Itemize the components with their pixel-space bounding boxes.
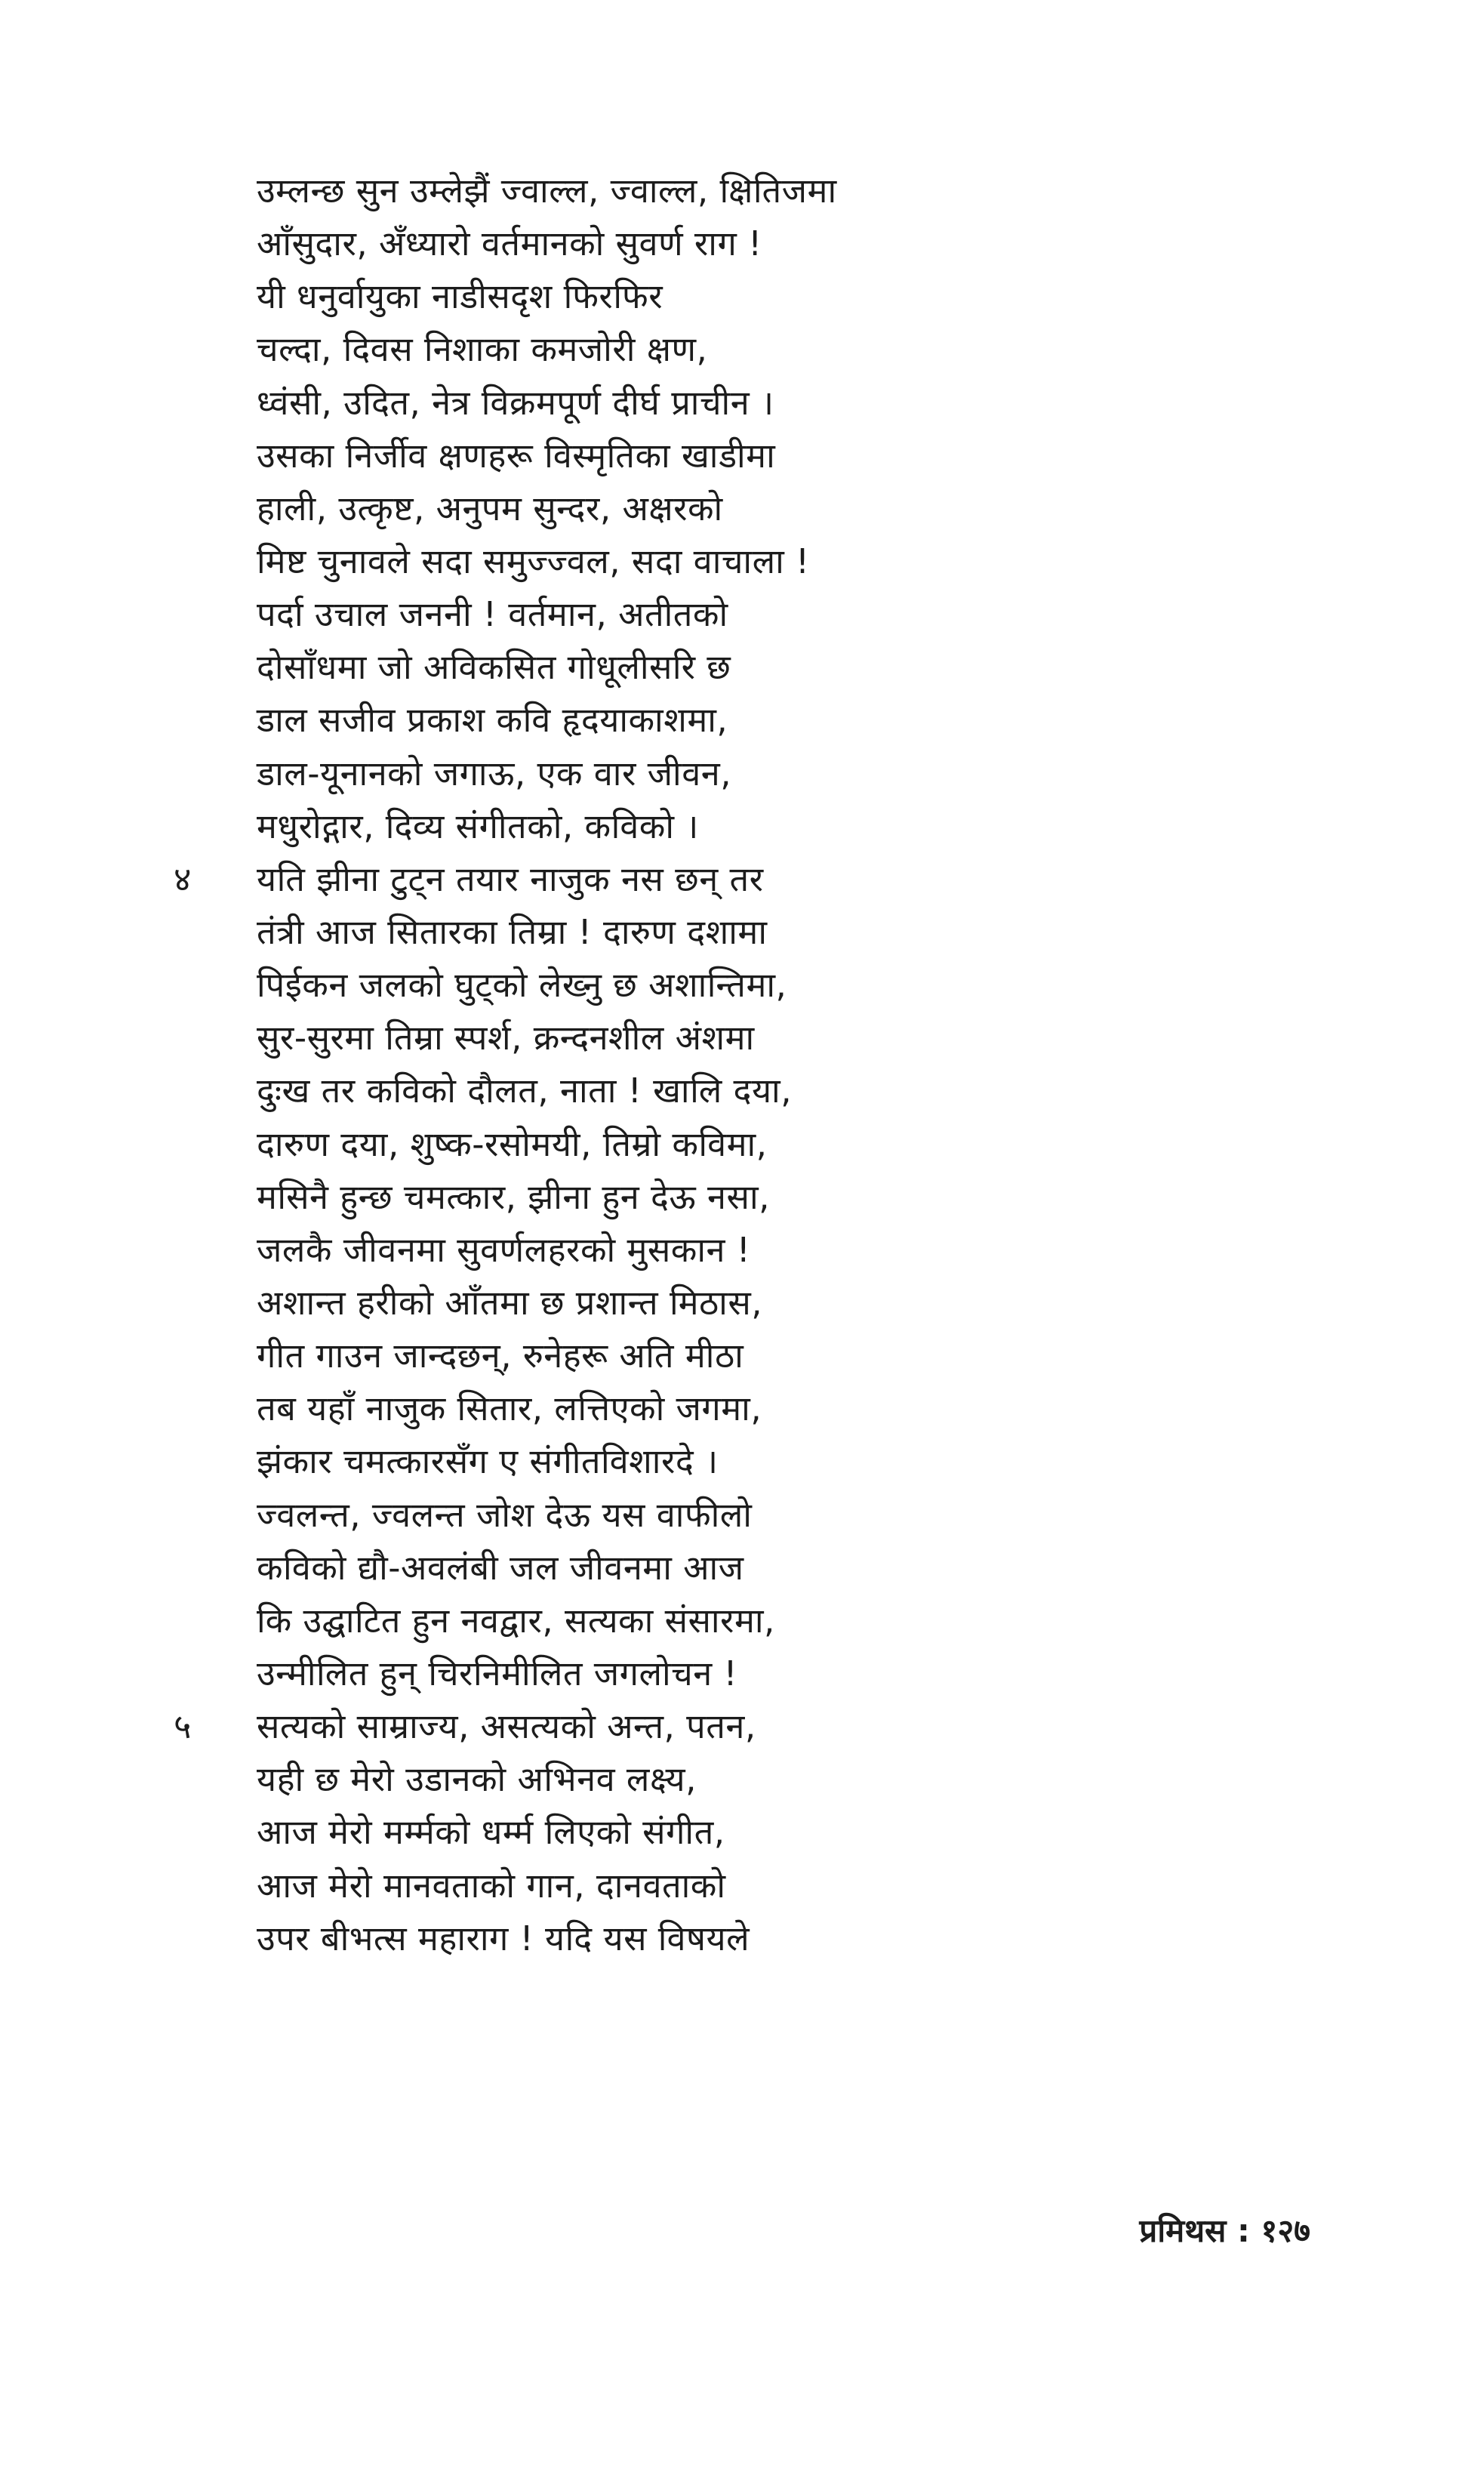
poem-line-text: तंत्री आज सितारका तिम्रा ! दारुण दशामा (257, 911, 768, 952)
poem-line-text: उन्मीलित हुन् चिरनिमीलित जगलोचन ! (257, 1653, 738, 1693)
poem-line-text: दुःख तर कविको दौलत, नाता ! खालि दया, (257, 1071, 793, 1111)
poem-line-text: उपर बीभत्स महाराग ! यदि यस विषयले (257, 1918, 750, 1958)
poem-line (257, 747, 1298, 800)
poem-line (257, 906, 1298, 959)
poem-line (257, 1012, 1298, 1065)
poem-line-text: दारुण दया, शुष्क-रसोमयी, तिम्रो कविमा, (257, 1123, 768, 1164)
poem-line-text: डाल-यूनानको जगाऊ, एक वार जीवन, (257, 753, 731, 794)
poem-line-text: गीत गाउन जान्दछन्, रुनेहरू अति मीठा (257, 1336, 744, 1376)
poem-line (257, 270, 1298, 323)
stanza-number: ५ (174, 1706, 192, 1747)
poem-line-text: यति झीना टुट्न तयार नाजुक नस छन् तर (257, 858, 764, 899)
poem-line-text: हाली, उत्कृष्ट, अनुपम सुन्दर, अक्षरको (257, 488, 723, 529)
poem-line-text: यी धनुर्वायुका नाडीसदृश फिरफिर (257, 276, 663, 317)
poem-line (257, 1382, 1298, 1435)
poem-line (257, 482, 1298, 535)
poem-line-text: आज मेरो मानवताको गान, दानवताको (257, 1865, 726, 1906)
poem-line (257, 1595, 1298, 1647)
poem-line-text: सुर-सुरमा तिम्रा स्पर्श, क्रन्दनशील अंशमा (257, 1018, 755, 1059)
poem-line (257, 1753, 1298, 1806)
poem-line-text: कि उद्घाटित हुन नवद्वार, सत्यका संसारमा, (257, 1600, 775, 1641)
poem-line-text: ज्वलन्त, ज्वलन्त जोश देऊ यस वाफीलो (257, 1494, 753, 1535)
poem-line-text: तब यहाँ नाजुक सितार, लत्तिएको जगमा, (257, 1388, 762, 1429)
poem-line (257, 430, 1298, 482)
poem-line-text: मिष्ट चुनावले सदा समुज्ज्वल, सदा वाचाला ! (257, 541, 810, 581)
poem-line (257, 1065, 1298, 1117)
poem-line-text: अशान्त हरीको आँतमा छ प्रशान्त मिठास, (257, 1282, 763, 1323)
poem-line (257, 588, 1298, 641)
poem-line (257, 1647, 1298, 1700)
stanza-number: ४ (174, 858, 192, 899)
poem-line-text: सत्यको साम्राज्य, असत्यको अन्त, पतन, (257, 1706, 756, 1747)
poem-line (257, 694, 1298, 747)
poem-line (257, 1277, 1298, 1330)
poem-line-text: डाल सजीव प्रकाश कवि हृदयाकाशमा, (257, 700, 728, 741)
poem-line-text: पिईकन जलको घुट्को लेख्नु छ अशान्तिमा, (257, 965, 787, 1006)
poem-line (257, 1860, 1298, 1912)
poem-line (257, 377, 1298, 430)
poem-line (257, 165, 1298, 217)
page-footer (1139, 2208, 1310, 2254)
poem-line (257, 1118, 1298, 1171)
poem-line-text: ध्वंसी, उदित, नेत्र विक्रमपूर्ण दीर्घ प्राचीन । (257, 382, 774, 423)
poem-line-text: जलकै जीवनमा सुवर्णलहरको मुसकान ! (257, 1229, 751, 1270)
poem-line (257, 1330, 1298, 1382)
poem-line (257, 1806, 1298, 1859)
poem-line (257, 1171, 1298, 1224)
running-title-page-number: प्रमिथस : १२७ (1139, 2212, 1310, 2249)
poem-line-text: आँसुदार, अँध्यारो वर्तमानको सुवर्ण राग ! (257, 223, 762, 264)
poem-line (257, 1912, 1298, 1965)
poem-line (174, 853, 1298, 906)
poem-line (257, 800, 1298, 853)
poem-line-text: उसका निर्जीव क्षणहरू विस्मृतिका खाडीमा (257, 435, 776, 476)
poem-line-text: कविको द्यौ-अवलंबी जल जीवनमा आज (257, 1547, 744, 1588)
poem-line (257, 1489, 1298, 1542)
poem-line (257, 641, 1298, 694)
poem-line (257, 959, 1298, 1012)
poem-line-text: चल्दा, दिवस निशाका कमजोरी क्षण, (257, 329, 708, 370)
poem-line-text: यही छ मेरो उडानको अभिनव लक्ष्य, (257, 1759, 697, 1800)
poem-line (257, 535, 1298, 588)
poem-line (257, 217, 1298, 270)
poem-line (174, 1700, 1298, 1753)
poem-line (257, 323, 1298, 376)
poem-text (174, 165, 1298, 1965)
poem-line (257, 1224, 1298, 1277)
poem-line-text: मधुरोद्गार, दिव्य संगीतको, कविको । (257, 806, 699, 846)
poem-line-text: पर्दा उचाल जननी ! वर्तमान, अतीतको (257, 594, 728, 635)
poem-line-text: दोसाँधमा जो अविकसित गोधूलीसरि छ (257, 647, 731, 688)
poem-line-text: आज मेरो मर्म्मको धर्म्म लिएको संगीत, (257, 1812, 725, 1853)
poem-line (257, 1435, 1298, 1488)
poem-line-text: उम्लन्छ सुन उम्लेझैं ज्वाल्ल, ज्वाल्ल, क्षितिजमा (257, 171, 837, 211)
poem-line (257, 1542, 1298, 1595)
poem-line-text: मसिनै हुन्छ चमत्कार, झीना हुन देऊ नसा, (257, 1176, 770, 1217)
poem-line-text: झंकार चमत्कारसँग ए संगीतविशारदे । (257, 1441, 719, 1482)
